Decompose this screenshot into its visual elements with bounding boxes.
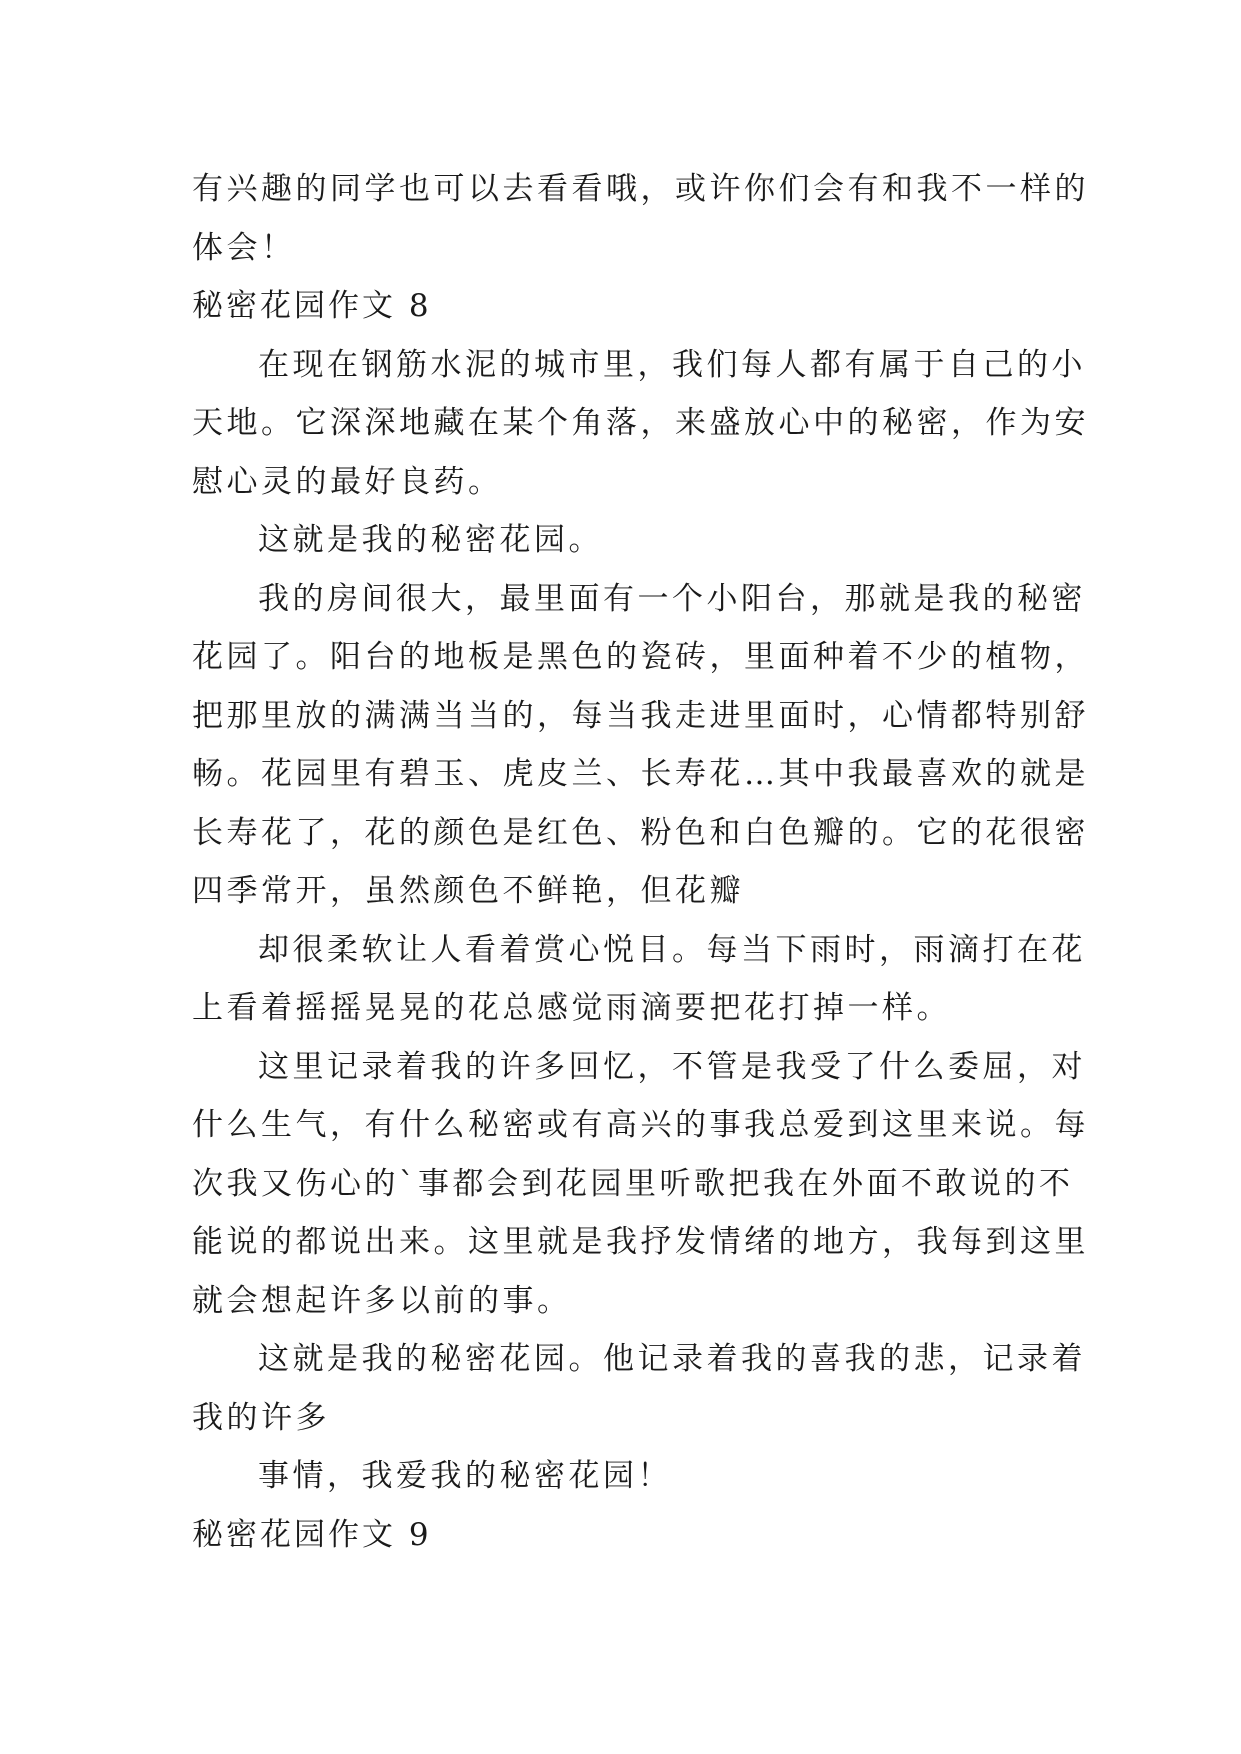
paragraph-first-line: 事情，我爱我的秘密花园！ [258, 1458, 672, 1494]
paragraph-first-line: 这里记录着我的许多回忆，不管是我受了什么委屈，对 [258, 1048, 1086, 1085]
paragraph-first-line: 却很柔软让人看着赏心悦目。每当下雨时，雨滴打在花 [258, 931, 1086, 968]
essay-heading: 秘密花园作文 8 [192, 288, 432, 324]
text-line: 把那里放的满满当当的，每当我走进里面时，心情都特别舒 [192, 697, 1089, 734]
paragraph-first-line: 在现在钢筋水泥的城市里，我们每人都有属于自己的小 [258, 346, 1086, 383]
paragraph-first-line: 这就是我的秘密花园。 [258, 522, 603, 558]
essay-heading: 秘密花园作文 9 [192, 1516, 432, 1553]
paragraph-first-line: 我的房间很大，最里面有一个小阳台，那就是我的秘密 [258, 580, 1086, 617]
document-page [192, 160, 1089, 1564]
text-line: 次我又伤心的`事都会到花园里听歌把我在外面不敢说的不 [192, 1165, 1074, 1202]
text-line: 就会想起许多以前的事。 [192, 1282, 572, 1319]
text-line: 畅。花园里有碧玉、虎皮兰、长寿花…其中我最喜欢的就是 [192, 756, 1089, 792]
text-line: 体会！ [192, 229, 296, 266]
text-line: 天地。它深深地藏在某个角落，来盛放心中的秘密，作为安 [192, 405, 1089, 441]
text-line: 什么生气，有什么秘密或有高兴的事我总爱到这里来说。每 [192, 1107, 1089, 1143]
text-line: 花园了。阳台的地板是黑色的瓷砖，里面种着不少的植物， [192, 639, 1089, 675]
paragraph-first-line: 这就是我的秘密花园。他记录着我的喜我的悲，记录着 [258, 1341, 1086, 1377]
text-line: 能说的都说出来。这里就是我抒发情绪的地方，我每到这里 [192, 1224, 1089, 1260]
text-line: 四季常开，虽然颜色不鲜艳，但花瓣 [192, 873, 744, 909]
text-line: 有兴趣的同学也可以去看看哦，或许你们会有和我不一样的 [192, 171, 1089, 207]
text-line: 我的许多 [192, 1399, 330, 1436]
text-line: 上看着摇摇晃晃的花总感觉雨滴要把花打掉一样。 [192, 990, 951, 1026]
text-line: 慰心灵的最好良药。 [192, 463, 503, 500]
text-line: 长寿花了，花的颜色是红色、粉色和白色瓣的。它的花很密 [192, 814, 1089, 851]
